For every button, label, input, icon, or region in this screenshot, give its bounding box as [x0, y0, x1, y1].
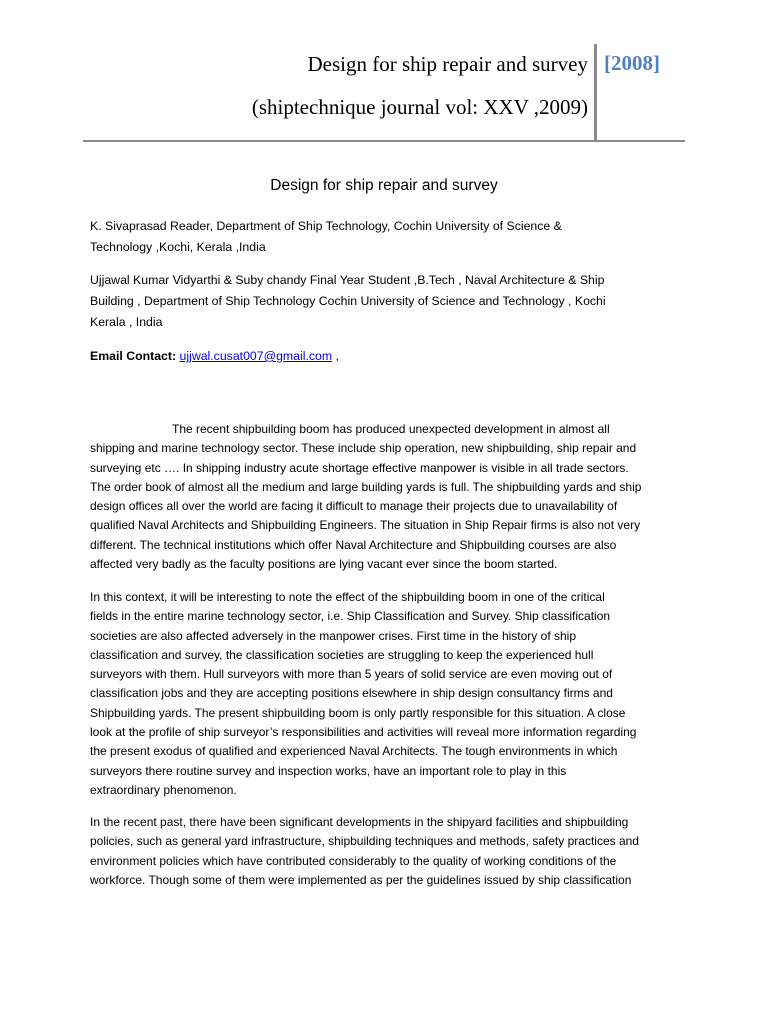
author-affiliation-2 [90, 270, 686, 333]
text-line: classification jobs and they are accepting positions elsewhere in ship design consultancy firms and [90, 686, 613, 701]
document-title: Design for ship repair and survey [270, 177, 498, 194]
text-line: Shipbuilding yards. The present shipbuilding boom is only partly responsible for this situation. A close [90, 705, 626, 720]
body-paragraph-3 [90, 813, 686, 890]
text-line: surveying etc …. In shipping industry acute shortage effective manpower is visible in all trade sectors. [90, 460, 629, 475]
text-line: Kerala , India [90, 315, 163, 329]
text-line: extraordinary phenomenon. [90, 782, 237, 797]
email-link[interactable]: ujjwal.cusat007@gmail.com [179, 349, 333, 363]
text-line: affected very badly as the faculty positions are lying vacant ever since the boom started. [90, 557, 558, 572]
email-label: Email Contact: [90, 349, 177, 363]
text-line: surveyors with them. Hull surveyors with more than 5 years of solid service are even moving out of [90, 667, 613, 682]
text-line: The recent shipbuilding boom has produced unexpected development in almost all [172, 422, 610, 436]
text-line: In the recent past, there have been significant developments in the shipyard facilities and shipbuilding [90, 815, 629, 829]
text-line: K. Sivaprasad Reader, Department of Ship Technology, Cochin University of Science & [90, 219, 562, 233]
text-line: qualified Naval Architects and Shipbuilding Engineers. The situation in Ship Repair firms is also not very [90, 518, 641, 533]
body-paragraph-2 [90, 588, 686, 800]
text-line: societies are also affected adversely in the manpower crises. First time in the history of ship [90, 628, 576, 643]
header-title-line2: (shiptechnique journal vol: XXV ,2009) [251, 95, 588, 119]
text-line: the present exodus of qualified and experienced Naval Architects. The tough environments in which [90, 744, 618, 759]
author-affiliation-1 [90, 216, 686, 258]
text-line: shipping and marine technology sector. These include ship operation, new shipbuilding, ship repair and [90, 441, 637, 456]
text-line: The order book of almost all the medium and large building yards is full. The shipbuilding yards and ship [90, 479, 642, 494]
header-horizontal-divider [83, 140, 685, 142]
text-line: Technology ,Kochi, Kerala ,India [90, 240, 266, 254]
text-line: policies, such as general yard infrastructure, shipbuilding techniques and methods, safety practices and [90, 834, 639, 849]
body-paragraph-1 [90, 420, 686, 574]
text-line: look at the profile of ship surveyor’s responsibilities and activities will reveal more information regarding [90, 725, 637, 740]
email-suffix: , [332, 349, 339, 363]
header-year: [2008] [604, 51, 660, 75]
text-line: Ujjawal Kumar Vidyarthi & Suby chandy Final Year Student ,B.Tech , Naval Architecture & Ship [90, 273, 605, 287]
text-line: In this context, it will be interesting to note the effect of the shipbuilding boom in one of the critical [90, 590, 605, 604]
header-vertical-divider [594, 44, 597, 142]
text-line: fields in the entire marine technology sector, i.e. Ship Classification and Survey. Ship classification [90, 609, 611, 624]
header-title-line1: Design for ship repair and survey [307, 52, 588, 76]
text-line: Building , Department of Ship Technology Cochin University of Science and Technology , Kochi [90, 294, 606, 308]
email-contact [90, 346, 686, 367]
text-line: design offices all over the world are facing it difficult to manage their projects due to unavailability of [90, 499, 618, 514]
text-line: different. The technical institutions which offer Naval Architecture and Shipbuilding courses are also [90, 537, 617, 552]
text-line: environment policies which have contributed considerably to the quality of working conditions of the [90, 853, 617, 868]
text-line: workforce. Though some of them were implemented as per the guidelines issued by ship classification [90, 872, 632, 887]
text-line: surveyors there routine survey and inspection works, have an important role to play in this [90, 763, 567, 778]
text-line: classification and survey, the classification societies are struggling to keep the experienced hull [90, 647, 594, 662]
